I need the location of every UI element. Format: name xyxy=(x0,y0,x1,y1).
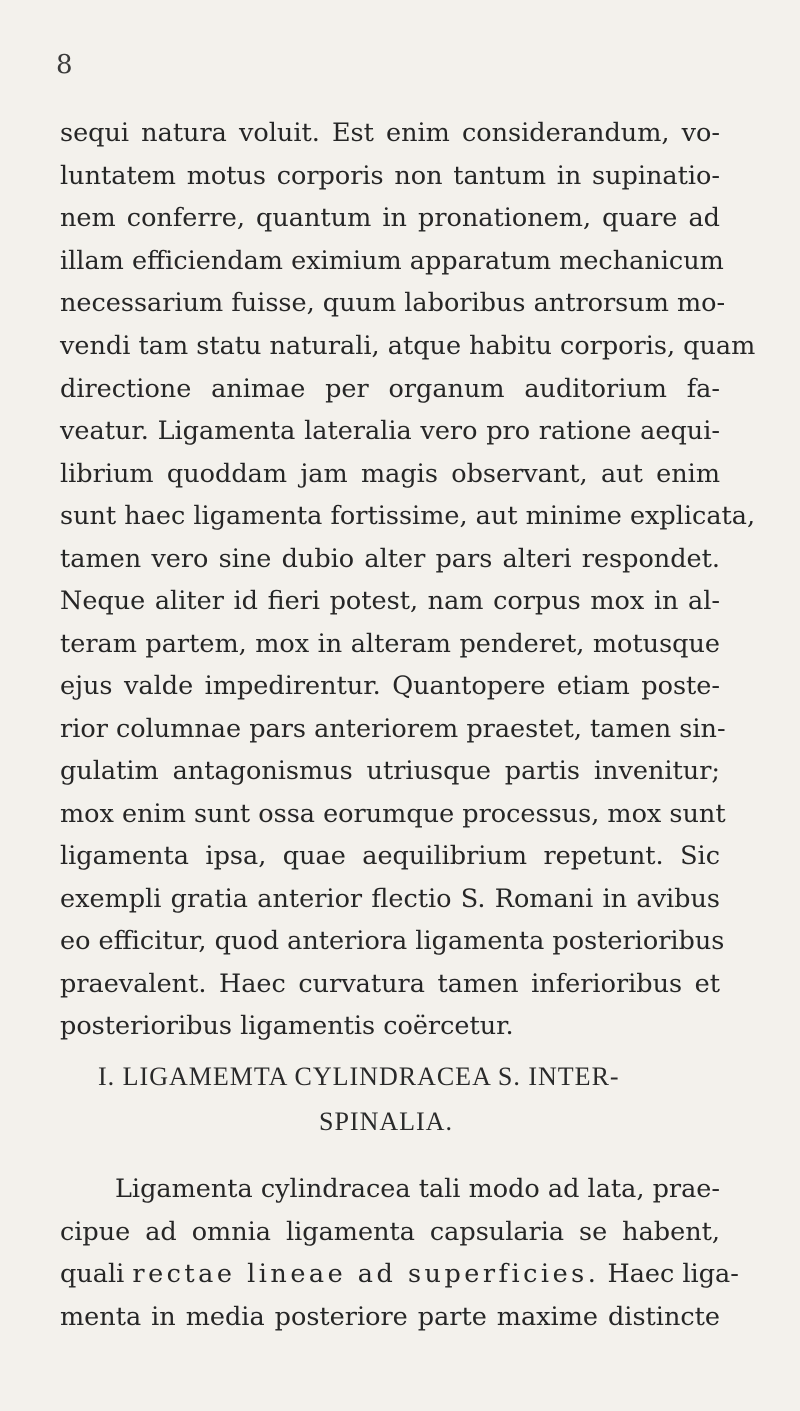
text-line: tamen vero sine dubio alter pars alteri respondet. xyxy=(60,544,720,574)
text-line: illam efficiendam eximium apparatum mechanicum xyxy=(60,246,724,276)
text-line: exempli gratia anterior flectio S. Romani in avibus xyxy=(60,884,720,914)
text-line: vendi tam statu naturali, atque habitu corporis, quam xyxy=(60,331,756,361)
text-line: veatur. Ligamenta lateralia vero pro ratione aequi- xyxy=(60,416,720,446)
text-line: teram partem, mox in alteram penderet, motusque xyxy=(60,629,720,659)
spaced-emphasis-text: rectae lineae ad superficies. xyxy=(132,1259,600,1289)
text-line: sequi natura voluit. Est enim considerandum, vo- xyxy=(60,118,720,148)
text-line: rior columnae pars anteriorem praestet, tamen sin- xyxy=(60,714,726,744)
text-line: Neque aliter id fieri potest, nam corpus mox in al- xyxy=(60,586,720,616)
text-line xyxy=(60,1257,739,1291)
text-line: eo efficitur, quod anteriora ligamenta posterioribus xyxy=(60,926,725,956)
text-line: gulatim antagonismus utriusque partis invenitur; xyxy=(60,756,720,786)
text-line: cipue ad omnia ligamenta capsularia se habent, xyxy=(60,1217,720,1247)
page-number: 8 xyxy=(56,50,73,80)
text-line: Ligamenta cylindracea tali modo ad lata, prae- xyxy=(115,1174,720,1204)
text-line: ejus valde impedirentur. Quantopere etiam poste- xyxy=(60,671,720,701)
text-line: mox enim sunt ossa eorumque processus, mox sunt xyxy=(60,799,726,829)
text-line: librium quoddam jam magis observant, aut enim xyxy=(60,459,720,489)
text-line: nem conferre, quantum in pronationem, quare ad xyxy=(60,203,720,233)
text-line: sunt haec ligamenta fortissime, aut minime explicata, xyxy=(60,501,756,531)
text-line: menta in media posteriore parte maxime distincte xyxy=(60,1302,720,1332)
text-line: directione animae per organum auditorium fa- xyxy=(60,374,720,404)
text-line: ligamenta ipsa, quae aequilibrium repetunt. Sic xyxy=(60,841,720,871)
text-line: posterioribus ligamentis coërcetur. xyxy=(60,1011,514,1041)
text-line: praevalent. Haec curvatura tamen inferioribus et xyxy=(60,969,720,999)
text-fragment: Haec liga- xyxy=(607,1259,739,1289)
text-fragment: quali xyxy=(60,1259,125,1289)
text-line: luntatem motus corporis non tantum in supinatio- xyxy=(60,161,720,191)
text-line: necessarium fuisse, quum laboribus antrorsum mo- xyxy=(60,288,726,318)
section-heading-line2: SPINALIA. xyxy=(319,1107,453,1136)
section-heading-line1: I. LIGAMEMTA CYLINDRACEA S. INTER- xyxy=(98,1062,620,1091)
